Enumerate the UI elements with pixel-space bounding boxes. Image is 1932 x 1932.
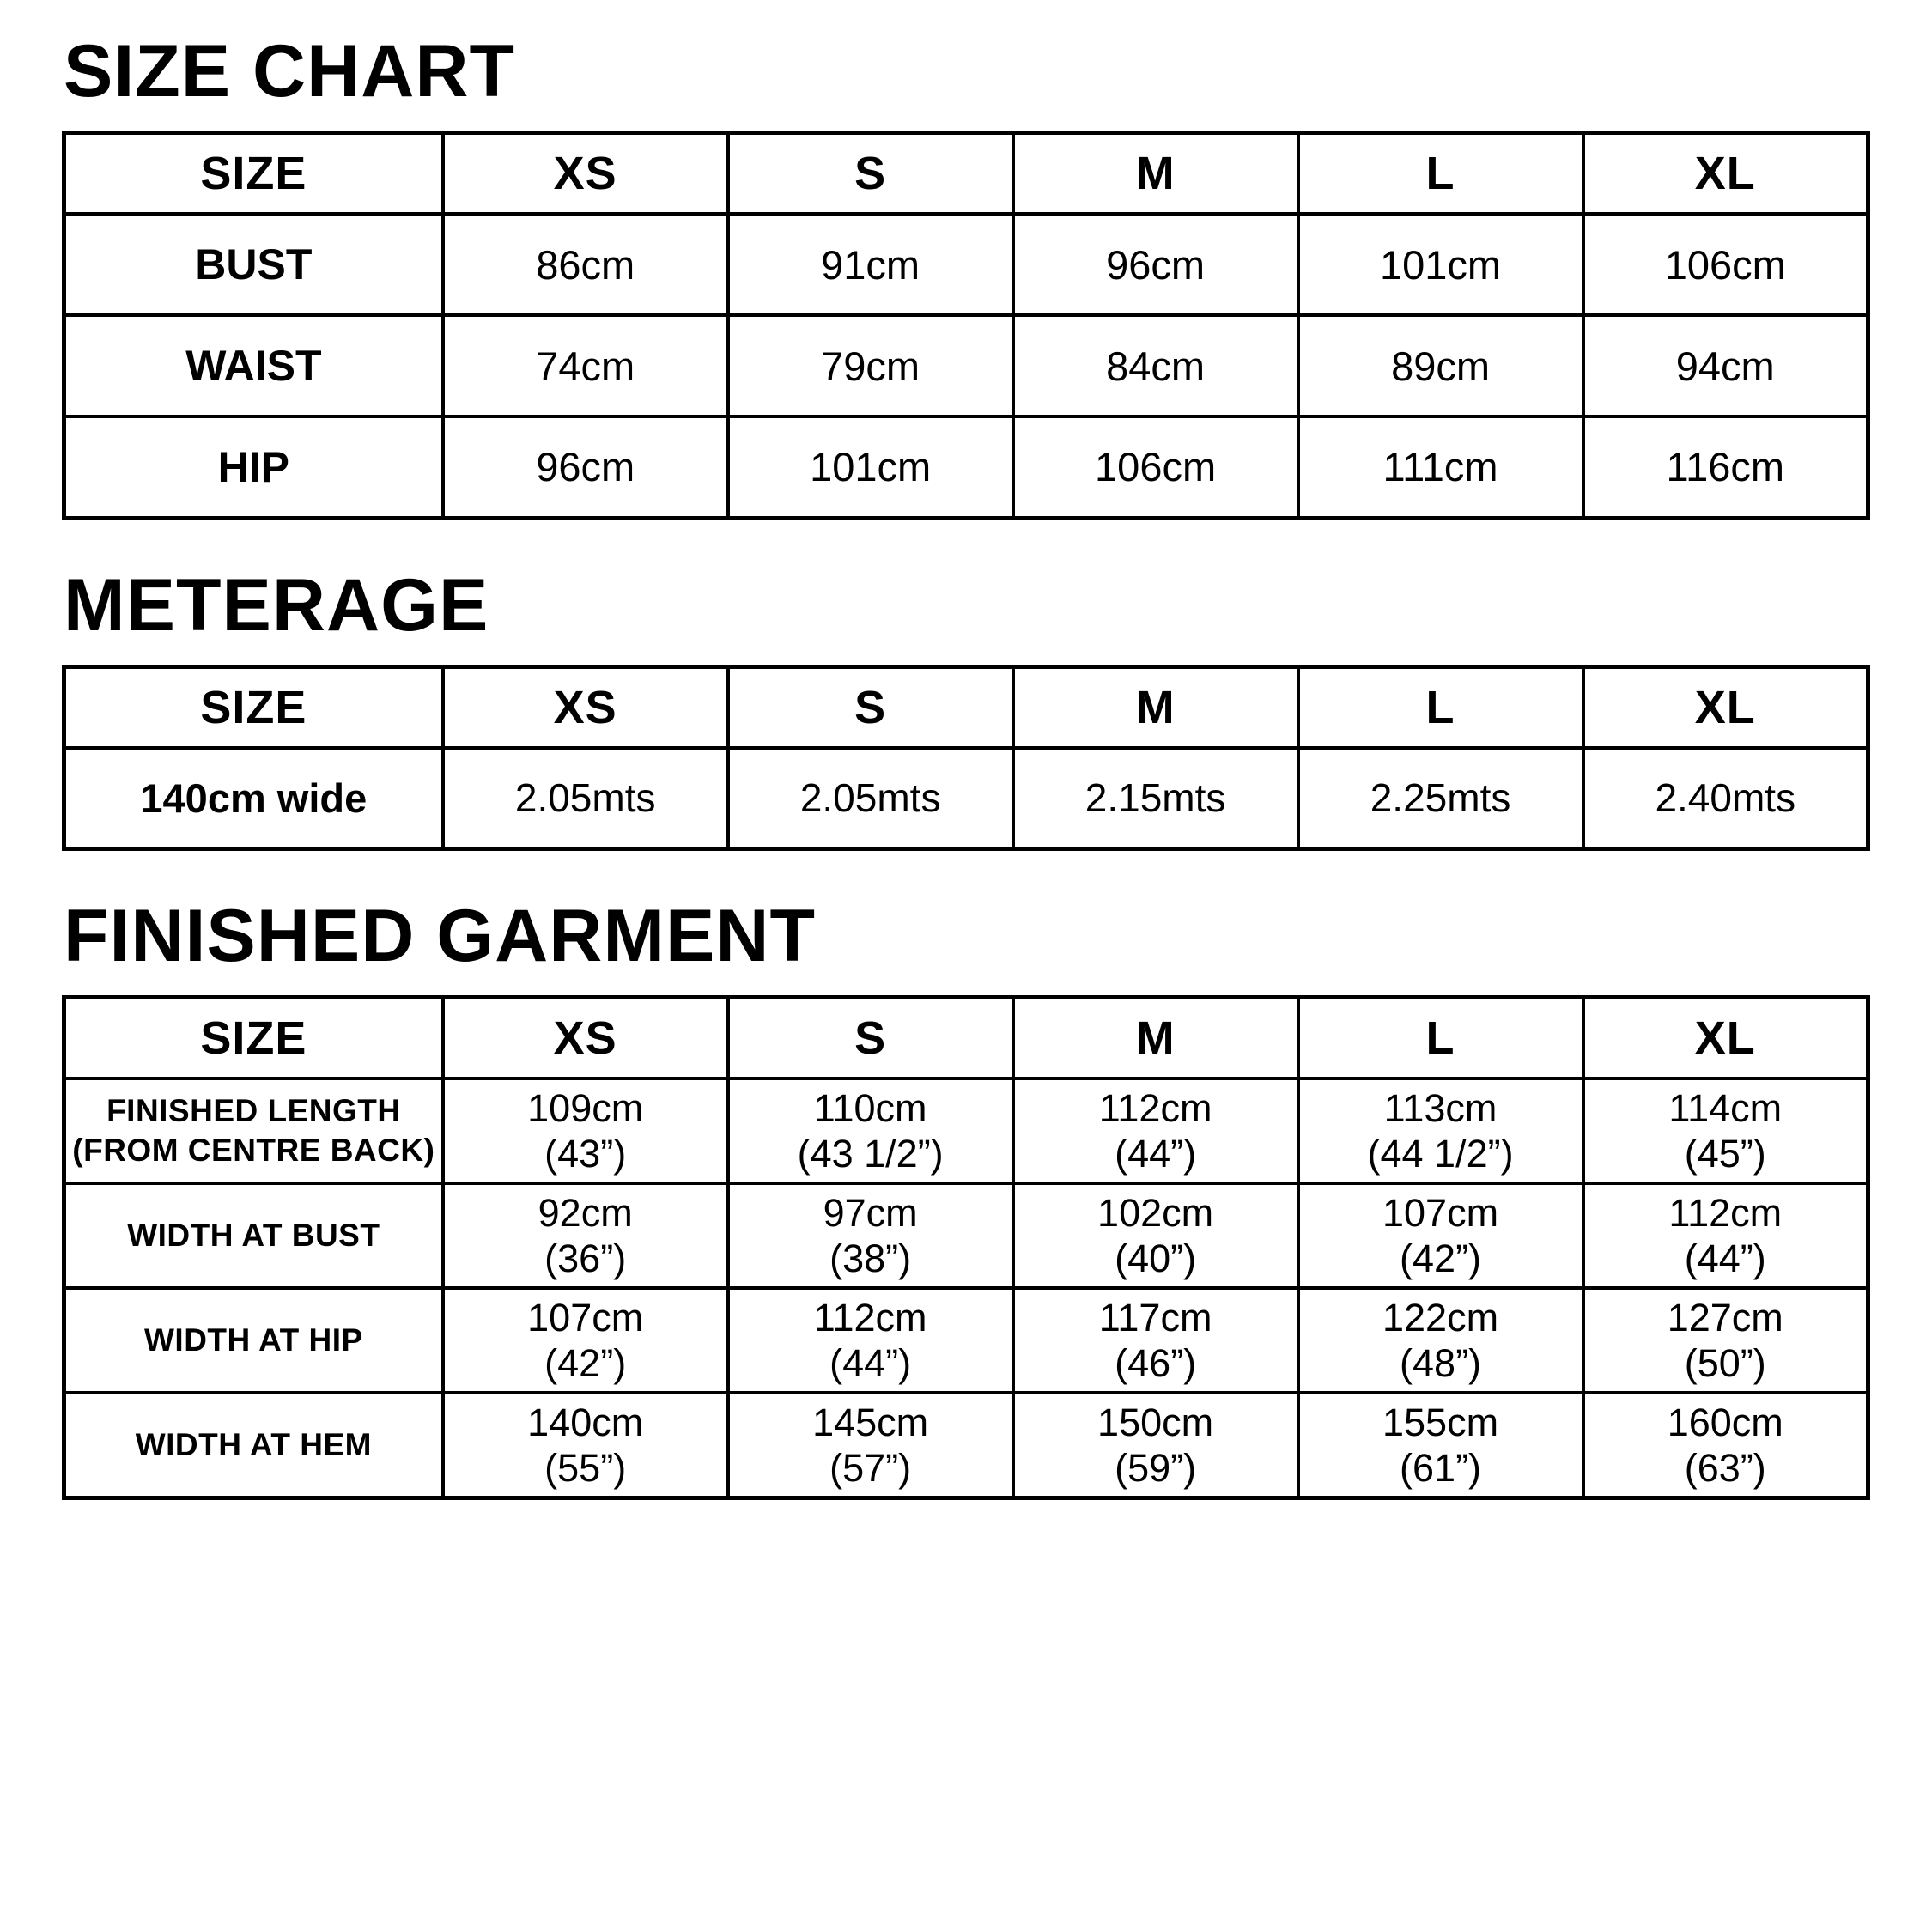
col-header-xs: XS — [443, 666, 728, 748]
cell-bust-xs: 86cm — [443, 214, 728, 315]
cell-width-hem-xl: 160cm (63”) — [1583, 1393, 1868, 1498]
fabric-width-row — [64, 748, 1868, 849]
row-label-line: FINISHED LENGTH — [106, 1092, 401, 1128]
row-label-line: WIDTH AT HIP — [144, 1321, 363, 1358]
cell-meterage-m: 2.15mts — [1013, 748, 1298, 849]
row-label-line: WIDTH AT BUST — [127, 1217, 380, 1253]
size-chart-table — [62, 131, 1870, 520]
size-chart-title: SIZE CHART — [64, 30, 515, 112]
cell-width-bust-s: 97cm (38”) — [728, 1183, 1013, 1288]
row-label-line: WIDTH AT HEM — [135, 1426, 372, 1462]
cell-waist-m: 84cm — [1013, 315, 1298, 416]
cell-meterage-xl: 2.40mts — [1583, 748, 1868, 849]
cell-width-hip-m: 117cm (46”) — [1013, 1288, 1298, 1393]
cell-width-bust-m: 102cm (40”) — [1013, 1183, 1298, 1288]
col-header-xl: XL — [1583, 133, 1868, 215]
col-header-m: M — [1013, 998, 1298, 1079]
finished-length-row — [64, 1078, 1868, 1183]
row-label-width-at-bust — [64, 1183, 443, 1288]
col-header-s: S — [728, 998, 1013, 1079]
cell-bust-xl: 106cm — [1583, 214, 1868, 315]
cell-width-hem-s: 145cm (57”) — [728, 1393, 1013, 1498]
width-at-bust-row — [64, 1183, 1868, 1288]
row-label-bust: BUST — [64, 214, 443, 315]
cell-width-hip-l: 122cm (48”) — [1298, 1288, 1583, 1393]
cell-width-hem-m: 150cm (59”) — [1013, 1393, 1298, 1498]
cell-meterage-l: 2.25mts — [1298, 748, 1583, 849]
cell-finished-length-xl: 114cm (45”) — [1583, 1078, 1868, 1183]
finished-garment-header-row — [64, 998, 1868, 1079]
row-label-line: (FROM CENTRE BACK) — [72, 1133, 435, 1168]
waist-row — [64, 315, 1868, 416]
cell-width-bust-xs: 92cm (36”) — [443, 1183, 728, 1288]
bust-row — [64, 214, 1868, 315]
cell-width-bust-xl: 112cm (44”) — [1583, 1183, 1868, 1288]
col-header-xl: XL — [1583, 666, 1868, 748]
cell-hip-xs: 96cm — [443, 416, 728, 518]
width-at-hem-row — [64, 1393, 1868, 1498]
cell-hip-l: 111cm — [1298, 416, 1583, 518]
finished-garment-title: FINISHED GARMENT — [64, 895, 816, 977]
col-header-size: SIZE — [64, 133, 443, 215]
finished-garment-table — [62, 995, 1870, 1500]
cell-meterage-s: 2.05mts — [728, 748, 1013, 849]
cell-finished-length-l: 113cm (44 1/2”) — [1298, 1078, 1583, 1183]
cell-finished-length-m: 112cm (44”) — [1013, 1078, 1298, 1183]
cell-hip-s: 101cm — [728, 416, 1013, 518]
cell-bust-s: 91cm — [728, 214, 1013, 315]
col-header-size: SIZE — [64, 998, 443, 1079]
col-header-size: SIZE — [64, 666, 443, 748]
meterage-header-row — [64, 666, 1868, 748]
cell-width-hip-xl: 127cm (50”) — [1583, 1288, 1868, 1393]
row-label-finished-length — [64, 1078, 443, 1183]
section-size-chart — [62, 30, 1870, 520]
row-label-fabric-width: 140cm wide — [64, 748, 443, 849]
cell-waist-xs: 74cm — [443, 315, 728, 416]
col-header-l: L — [1298, 133, 1583, 215]
section-finished-garment — [62, 895, 1870, 1500]
section-meterage — [62, 563, 1870, 852]
row-label-waist: WAIST — [64, 315, 443, 416]
cell-hip-m: 106cm — [1013, 416, 1298, 518]
cell-hip-xl: 116cm — [1583, 416, 1868, 518]
col-header-xs: XS — [443, 133, 728, 215]
cell-finished-length-s: 110cm (43 1/2”) — [728, 1078, 1013, 1183]
cell-width-hip-xs: 107cm (42”) — [443, 1288, 728, 1393]
col-header-m: M — [1013, 133, 1298, 215]
width-at-hip-row — [64, 1288, 1868, 1393]
cell-width-bust-l: 107cm (42”) — [1298, 1183, 1583, 1288]
row-label-width-at-hip — [64, 1288, 443, 1393]
cell-meterage-xs: 2.05mts — [443, 748, 728, 849]
size-chart-header-row — [64, 133, 1868, 215]
cell-width-hip-s: 112cm (44”) — [728, 1288, 1013, 1393]
hip-row — [64, 416, 1868, 518]
row-label-hip: HIP — [64, 416, 443, 518]
meterage-table — [62, 665, 1870, 852]
cell-finished-length-xs: 109cm (43”) — [443, 1078, 728, 1183]
col-header-s: S — [728, 133, 1013, 215]
meterage-title: METERAGE — [64, 563, 489, 647]
cell-bust-l: 101cm — [1298, 214, 1583, 315]
col-header-s: S — [728, 666, 1013, 748]
cell-width-hem-l: 155cm (61”) — [1298, 1393, 1583, 1498]
col-header-xs: XS — [443, 998, 728, 1079]
col-header-l: L — [1298, 998, 1583, 1079]
col-header-m: M — [1013, 666, 1298, 748]
cell-waist-s: 79cm — [728, 315, 1013, 416]
cell-waist-l: 89cm — [1298, 315, 1583, 416]
cell-waist-xl: 94cm — [1583, 315, 1868, 416]
row-label-width-at-hem — [64, 1393, 443, 1498]
cell-bust-m: 96cm — [1013, 214, 1298, 315]
col-header-xl: XL — [1583, 998, 1868, 1079]
col-header-l: L — [1298, 666, 1583, 748]
cell-width-hem-xs: 140cm (55”) — [443, 1393, 728, 1498]
